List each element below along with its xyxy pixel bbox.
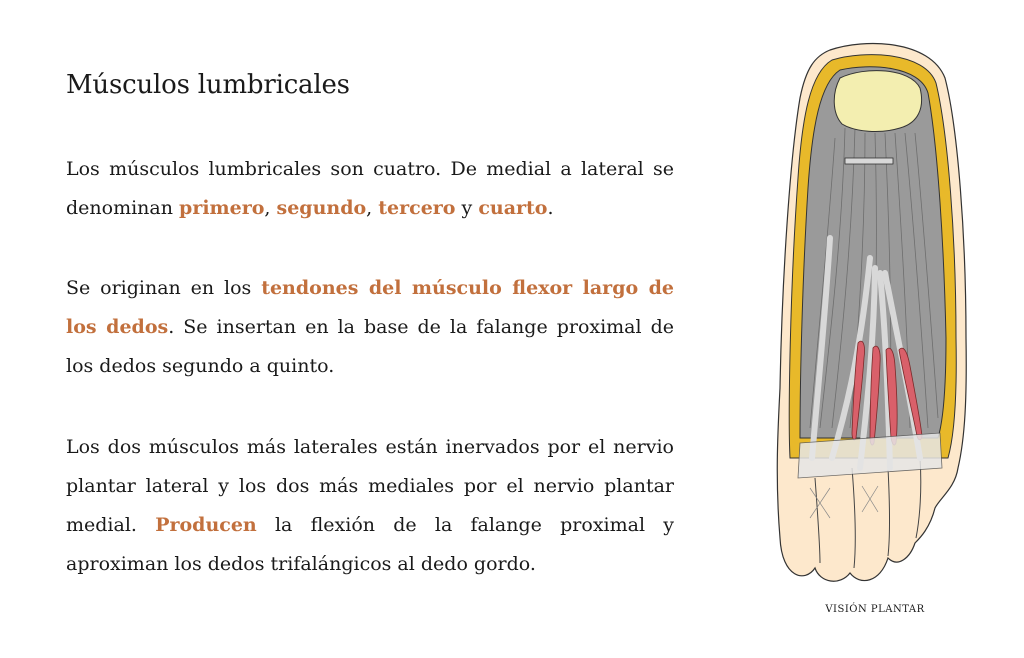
link-cuarto[interactable]: cuarto [478,197,548,219]
link-segundo[interactable]: segundo [276,197,367,219]
text: . Se insertan en la base de la falange proximal de los dedos segundo a quinto. [66,316,674,377]
paragraph-innervation [66,428,674,584]
text: la flexión de la falange proximal y aproximan los dedos trifalángicos al dedo gordo. [66,514,675,575]
page-title: Músculos lumbricales [66,70,350,100]
text: Se originan en los [66,277,262,299]
text: , [366,197,379,219]
paragraph-count [66,150,674,228]
text: , [264,197,277,219]
text: y [455,197,479,219]
text: . [547,197,554,219]
link-primero[interactable]: primero [179,197,265,219]
heel-bone [834,71,921,132]
link-flexor-tendons[interactable]: tendones del músculo flexor largo de los dedos [66,277,674,338]
text: Los músculos lumbricales son cuatro. De medial a lateral se denominan [66,158,674,219]
link-producen[interactable]: Producen [155,514,257,536]
foot-plantar-illustration [770,38,970,583]
link-tercero[interactable]: tercero [378,197,456,219]
paragraph-origin [66,269,674,386]
text: Los dos músculos más laterales están inervados por el nervio plantar lateral y los dos más mediales por el nervio plantar medial. [66,436,674,536]
figure-caption: VISIÓN PLANTAR [825,604,925,615]
